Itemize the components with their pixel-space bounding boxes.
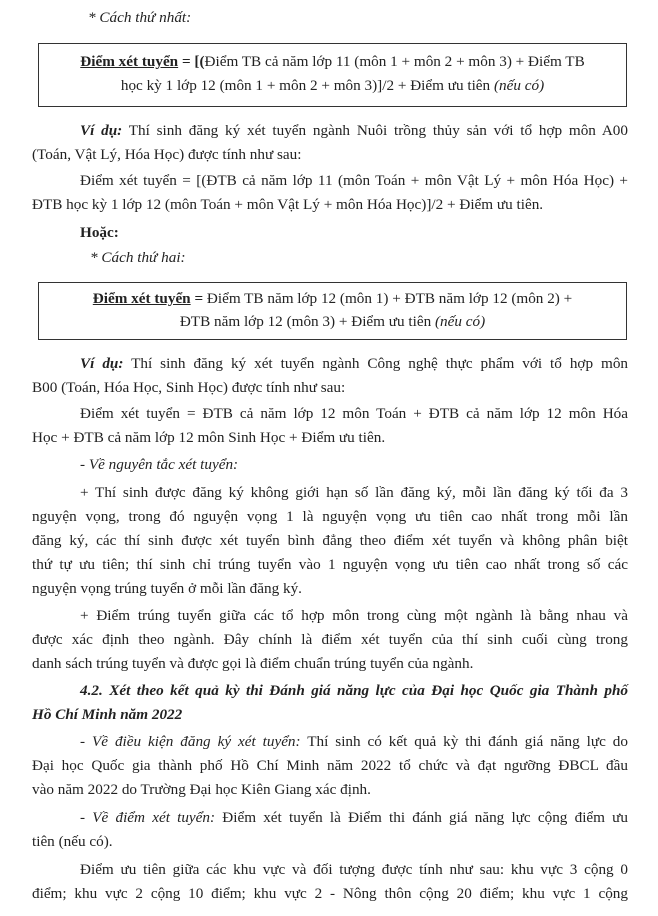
condition-line2: Đại học Quốc gia thành phố Hồ Chí Minh năm 2022 tổ chức và đạt ngưỡng ĐBCL đầu <box>32 757 628 774</box>
section-title-line2: Hồ Chí Minh năm 2022 <box>32 706 183 723</box>
formula-eq: = <box>190 290 207 307</box>
priority-line2: điểm; khu vực 2 cộng 10 điểm; khu vực 2 - Nông thôn cộng 20 điểm; khu vực 1 cộng <box>32 885 628 902</box>
condition-text: Thí sinh có kết quả kỳ thi đánh giá năng lực do <box>300 733 628 750</box>
principle-p1-line: + Thí sinh được đăng ký không giới hạn số lần đăng ký, mỗi lần đăng ký tối đa 3 <box>80 484 628 501</box>
formula-label: Điểm xét tuyển <box>80 53 179 70</box>
method1-example-line2: (Toán, Vật Lý, Hóa Học) được tính như sau: <box>32 146 302 163</box>
method2-calc-line2: Học + ĐTB cả năm lớp 12 môn Sinh Học + Điểm ưu tiên. <box>32 429 386 446</box>
example-label: Ví dụ: <box>80 355 124 372</box>
condition-line1 <box>80 730 628 754</box>
section-title-line1: 4.2. Xét theo kết quả kỳ thi Đánh giá năng lực của Đại học Quốc gia Thành phố <box>80 682 628 699</box>
formula-text: ĐTB năm lớp 12 (môn 3) + Điểm ưu tiên <box>179 313 435 330</box>
example-label: Ví dụ: <box>80 122 123 139</box>
method2-formula-line2 <box>39 310 626 334</box>
method2-heading: * Cách thứ hai: <box>90 249 186 266</box>
priority-line1: Điểm ưu tiên giữa các khu vực và đối tượng được tính như sau: khu vực 3 cộng 0 <box>80 861 628 878</box>
condition-label: - Về điều kiện đăng ký xét tuyển: <box>80 733 301 750</box>
method1-formula-line2 <box>39 74 626 98</box>
principle-p1-line: nguyện vọng, trong đó nguyện vọng 1 là nguyện vọng ưu tiên cao nhất trong mỗi lần <box>32 508 628 525</box>
method1-formula-box <box>38 43 627 107</box>
method1-calc-line1: Điểm xét tuyển = [(ĐTB cả năm lớp 11 (môn Toán + môn Vật Lý + môn Hóa Học) + <box>80 172 628 189</box>
score-label: - Về điểm xét tuyển: <box>80 809 216 826</box>
score-line2: tiên (nếu có). <box>32 833 113 850</box>
method1-heading: * Cách thứ nhất: <box>88 9 192 26</box>
formula-text: Điểm TB năm lớp 12 (môn 1) + ĐTB năm lớp 12 (môn 2) + <box>206 290 573 307</box>
method2-formula-box <box>38 282 627 340</box>
score-text: Điểm xét tuyển là Điểm thi đánh giá năng lực cộng điểm ưu <box>215 809 628 826</box>
formula-text: Điểm TB cả năm lớp 11 (môn 1 + môn 2 + môn 3) + Điểm TB <box>204 53 585 70</box>
method1-formula-line1 <box>39 50 626 74</box>
principle-p1-line: đăng ký, các thí sinh được xét tuyển bình đẳng theo điểm xét tuyển và không phân biệt <box>32 532 628 549</box>
method1-example-line1 <box>80 119 628 143</box>
principle-p1-line: nguyện vọng trúng tuyển ở mỗi lần đăng ký. <box>32 580 302 597</box>
example-text: Thí sinh đăng ký xét tuyển ngành Công nghệ thực phẩm với tổ hợp môn <box>123 355 629 372</box>
method2-formula-line1 <box>39 287 626 311</box>
formula-label: Điểm xét tuyển <box>92 290 191 307</box>
principle-p2-line: danh sách trúng tuyển và được gọi là điểm chuẩn trúng tuyển của ngành. <box>32 655 474 672</box>
principle-p2-line: + Điểm trúng tuyển giữa các tổ hợp môn trong cùng một ngành là bằng nhau và <box>80 607 628 624</box>
method2-example-line2: B00 (Toán, Hóa Học, Sinh Học) được tính như sau: <box>32 379 346 396</box>
example-text: Thí sinh đăng ký xét tuyển ngành Nuôi trồng thủy sản với tổ hợp môn A00 <box>122 122 628 139</box>
principle-p2-line: được xác định theo ngành. Đây chính là điểm xét tuyển của thí sinh cuối cùng trong <box>32 631 628 648</box>
formula-note: (nếu có) <box>434 313 486 330</box>
score-line1 <box>80 806 628 830</box>
method2-example-line1 <box>80 352 628 376</box>
method2-calc-line1: Điểm xét tuyển = ĐTB cả năm lớp 12 môn Toán + ĐTB cả năm lớp 12 môn Hóa <box>80 405 628 422</box>
condition-line3: vào năm 2022 do Trường Đại học Kiên Giang xác định. <box>32 781 371 798</box>
formula-eq: = [( <box>178 53 205 70</box>
or-label: Hoặc: <box>80 224 119 241</box>
principle-p1-line: thứ tự ưu tiên; thí sinh chỉ trúng tuyển vào 1 nguyện vọng ưu tiên cao nhất trong số các <box>32 556 628 573</box>
formula-note: (nếu có) <box>493 77 545 94</box>
method1-calc-line2: ĐTB học kỳ 1 lớp 12 (môn Toán + môn Vật Lý + môn Hóa Học)]/2 + Điểm ưu tiên. <box>32 196 544 213</box>
principle-heading: - Về nguyên tắc xét tuyển: <box>80 456 239 473</box>
formula-text: học kỳ 1 lớp 12 (môn 1 + môn 2 + môn 3)]/2 + Điểm ưu tiên <box>120 77 494 94</box>
